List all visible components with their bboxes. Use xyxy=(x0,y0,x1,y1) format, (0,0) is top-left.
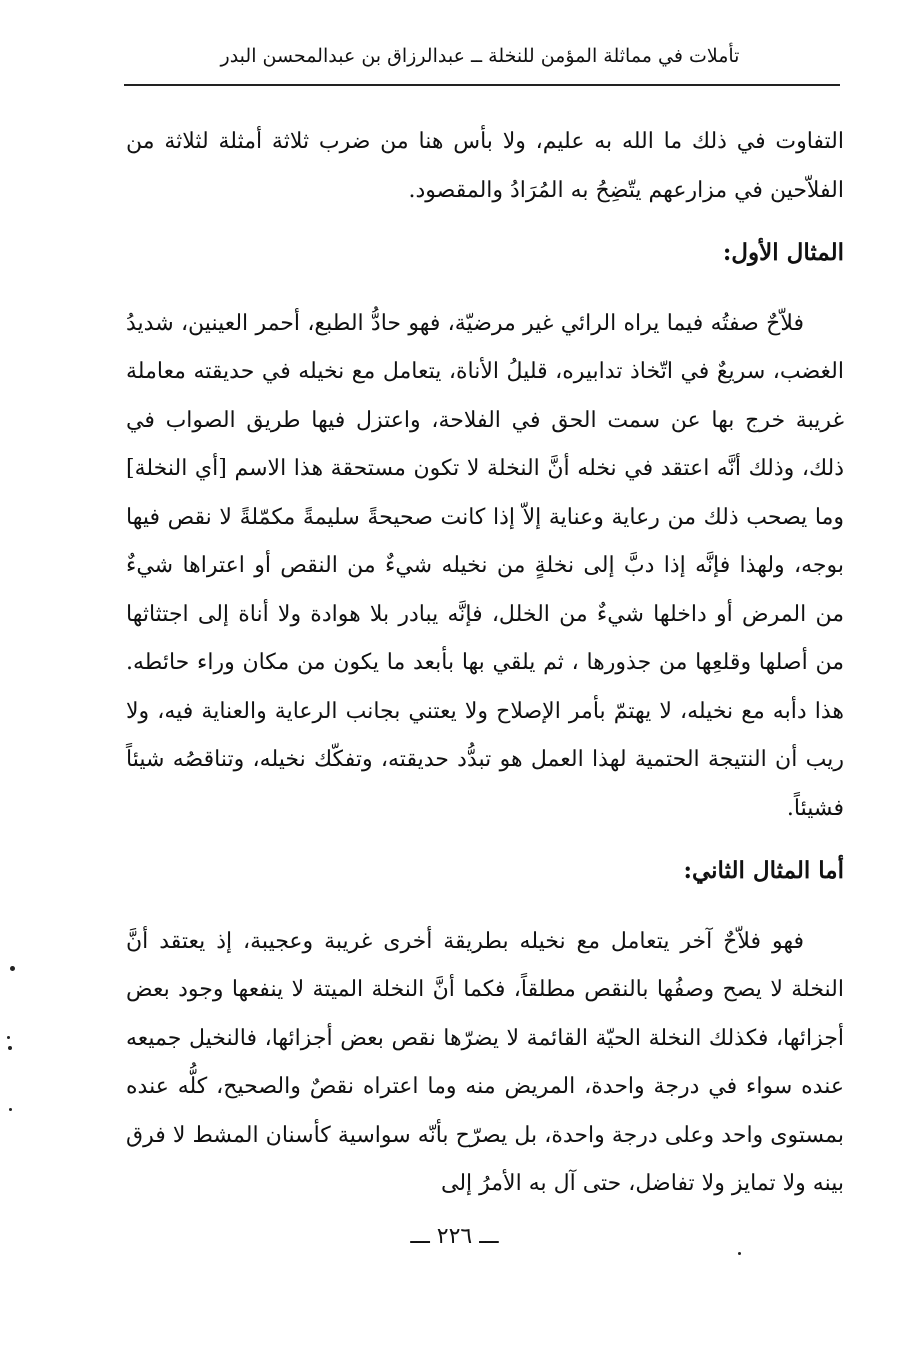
spacer xyxy=(126,896,844,918)
paragraph-first-example: فلاّحٌ صفتُه فيما يراه الرائي غير مرضيّة، فهو حادُّ الطبع، أحمر العينين، شديدُ الغضب، سريعٌ في اتّخاذ تدابيره، قليلُ الأناة، يتعامل مع نخيله في حديقته معاملة غريبة خرج بها عن سمت الحق في الفلاحة، واعتزل فيها طريق الصواب في ذلك، وذلك أنَّه اعتقد في نخله أنَّ النخلة لا تكون مستحقة هذا الاسم [أي النخلة] وما يصحب ذلك من رعاية وعناية إلاّ إذا كانت صحيحةً سليمةً مكمّلةً لا نقص فيها بوجه، ولهذا فإنَّه إذا دبَّ إلى نخلةٍ من نخيله شيءٌ من النقص أو اعتراها شيءٌ من المرض أو داخلها شيءٌ من الخلل، فإنَّه يبادر بلا هوادة ولا أناة إلى اجتثاثها من أصلها وقلعِها من جذورها ، ثم يلقي بها بأبعد ما يكون من مكان وراء حائطه. هذا دأبه مع نخيله، لا يهتمّ بأمر الإصلاح ولا يعتني بجانب الرعاية والعناية فيه، ولا ريب أن النتيجة الحتمية لهذا العمل هو تبدُّد حديقته، وتفكّك نخيله، وتناقصُه شيئاً فشيئاً. xyxy=(126,310,844,821)
header-rule xyxy=(124,84,840,86)
spacer xyxy=(126,833,844,847)
scan-speck xyxy=(738,1252,741,1255)
scan-speck xyxy=(7,1036,10,1039)
paragraph-second-example: فهو فلاّحٌ آخر يتعامل مع نخيله بطريقة أخرى غريبة وعجيبة، إذ يعتقد أنَّ النخلة لا يصح وصفُها بالنقص مطلقاً، فكما أنَّ النخلة الميتة لا ينفعها وجود بعض أجزائها، فكذلك النخلة الحيّة القائمة لا يضرّها نقص بعض أجزائها، فالنخيل جميعه عنده سواء في درجة واحدة، المريض منه وما اعتراه نقصٌ والصحيح، كلُّه عنده بمستوى واحد وعلى درجة واحدة، بل يصرّح بأنّه سواسية كأسنان المشط لا فرق بينه ولا تمايز ولا تفاضل، حتى آل به الأمرُ إلى xyxy=(126,928,844,1196)
scan-speck xyxy=(8,1046,12,1050)
scan-speck xyxy=(9,1108,12,1111)
heading-second-example: أما المثال الثاني: xyxy=(683,857,844,884)
spacer xyxy=(126,215,844,229)
page-number: ـــ ٢٢٦ ـــ xyxy=(410,1224,499,1249)
paragraph-intro: التفاوت في ذلك ما الله به عليم، ولا بأس هنا من ضرب ثلاثة أمثلة لثلاثة من الفلاّحين في مزارعهم يتّضِحُ به المُرَادُ والمقصود. xyxy=(126,129,844,203)
scan-speck xyxy=(10,966,15,971)
heading-first-example: المثال الأول: xyxy=(722,239,844,266)
body-text xyxy=(126,118,844,1209)
running-header: تأملات في مماثلة المؤمن للنخلة ــ عبدالرزاق بن عبدالمحسن البدر xyxy=(220,45,740,67)
spacer xyxy=(126,278,844,300)
